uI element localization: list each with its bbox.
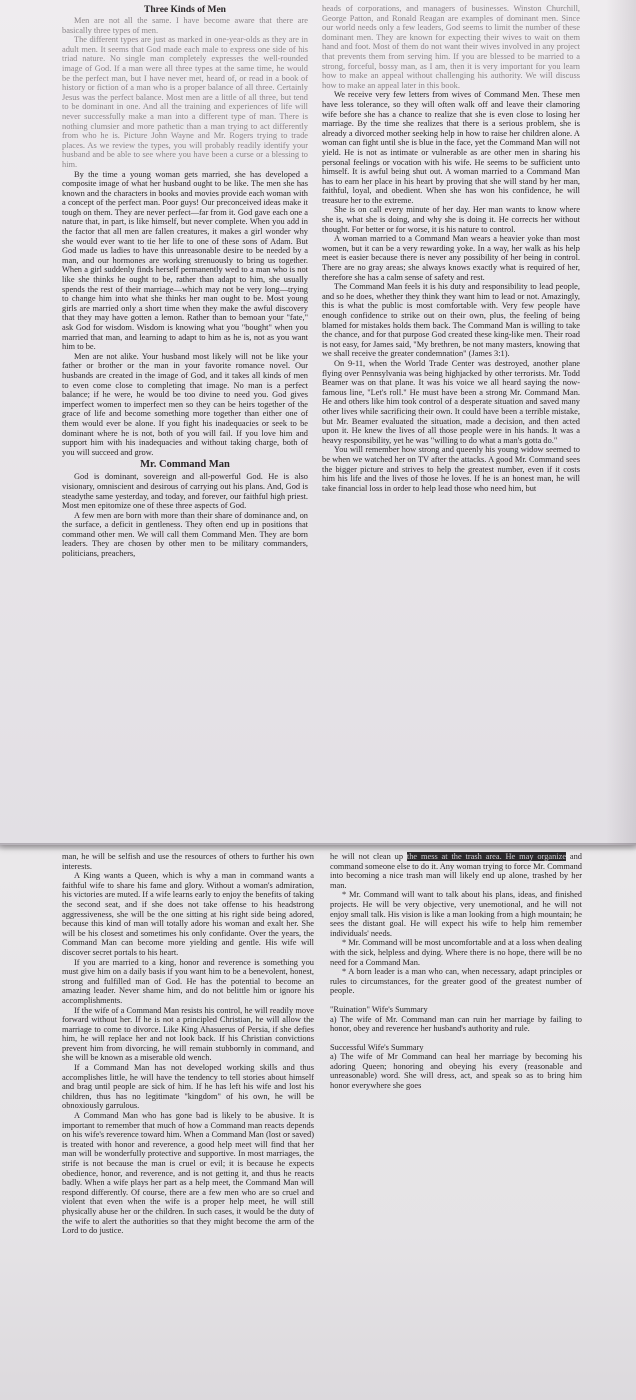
paragraph: She is on call every minute of her day. Her man wants to know where she is, what she is doing, and why she is doing it. He corrects her without thought. For better or for worse, it is his nature to control. xyxy=(322,205,580,234)
section-title: Three Kinds of Men xyxy=(144,5,226,15)
paragraph: man, he will be selfish and use the resources of others to further his own interests. xyxy=(62,852,314,871)
summary-title: "Ruination" Wife's Summary xyxy=(330,1004,428,1014)
bullet-item: * Mr. Command will be most uncomfortable and at a loss when dealing with the sick, helpless and dying. Where there is no hope, there will be no need for a Command Man. xyxy=(330,938,582,967)
summary-text: a) The wife of Mr Command can heal her marriage by becoming his adoring Queen; honoring and obeying his every (reasonable and unreasonable) word. She will dress, act, and speak so as to bring him honor everywhere she goes xyxy=(330,1052,582,1091)
page-fold-shadow xyxy=(0,843,636,851)
paragraph: Men are not all the same. I have become aware that there are basically three types of men. xyxy=(62,16,308,35)
page-edge-shadow xyxy=(606,0,636,845)
text-fragment: he will not clean up xyxy=(330,852,407,861)
bullet-item: * Mr. Command will want to talk about his plans, ideas, and finished projects. He will be very objective, very unemotional, and he will not enjoy small talk. His vision is like a man looking from a high mountain; he sees the distant goal. He will expect his wife to help him remember individuals' needs. xyxy=(330,890,582,938)
paragraph: A King wants a Queen, which is why a man in command wants a faithful wife to share his fame and glory. Without a woman's admiration, his victories are muted. If a wife learns early to enjoy the benefits of taking the second seat, and if she does not take offense to his headstrong aggressiveness, she will be the one sitting at his right side being adored, because this kind of man will totally adore his woman and exalt her. She will be his closest and sometimes his only confidante. Over the years, the Command Man can become more yielding and gentle. His wife will discover secret portals to his heart. xyxy=(62,871,314,957)
summary-text: a) The wife of Mr. Command man can ruin her marriage by failing to honor, obey and reverence her husband's authority and rule. xyxy=(330,1014,582,1034)
paragraph: A few men are born with more than their share of dominance and, on the surface, a deficit in gentleness. They often end up in positions that command other men. We will call them Command Men. They are born leaders. They are chosen by other men to be military commanders, politicians, preachers, xyxy=(62,510,308,559)
bottom-page xyxy=(0,846,636,1400)
paragraph: You will remember how strong and queenly his young widow seemed to be when we watched her on TV after the attacks. A good Mr. Command sees the bigger picture and strives to help the greatest number, even if it costs him his life and the lives of those he loves. If he is an honest man, he will take financial loss in order to help lead those who need him, but xyxy=(322,445,580,493)
paragraph xyxy=(330,852,582,890)
top-right-column xyxy=(322,4,580,493)
paragraph: On 9-11, when the World Trade Center was destroyed, another plane flying over Pennsylvania was being highjacked by other terrorists. Mr. Todd Beamer was on that plane. It was his voice we all heard saying the now-famous line, "Let's roll." He must have been a strong Mr. Command Man. He and others like him took control of a desperate situation and saved many other lives while sacrificing their own. It could have been a terrible mistake, but Mr. Beamer evaluated the situation, made a decision, and then acted upon it. He knew the lives of all those people were in his hands. It was a heavy responsibility, yet he was "willing to do what a man's gotta do." xyxy=(322,358,580,445)
bottom-right-column xyxy=(330,852,582,1091)
text-fragment: and command someone else to do it. Any woman trying to force Mr. Command into becoming a nice trash man will likely end up alone, trashed by her man. xyxy=(330,852,582,890)
subheading: Mr. Command Man xyxy=(140,459,230,471)
paragraph: God is dominant, sovereign and all-powerful God. He is also visionary, omniscient and desirous of carrying out his plans. And, God is steadythe same yesterday, and today, and forever, our faithful high priest. Most men epitomize one of these three aspects of God. xyxy=(62,472,308,511)
bullet-item: * A born leader is a man who can, when necessary, adapt principles or rules to circumstances, for the greater good of the greatest number of people. xyxy=(330,967,582,996)
paragraph: The different types are just as marked in one-year-olds as they are in adult men. It seems that God made each male to express one side of his triad nature. No single man completely expresses the well-rounded image of God. If a man were all three types at the same time, he would be the perfect man, but I have never met, heard of, or read in a book of history or fiction of a man who is a proper balance of all three. Certainly Jesus was the perfect balance. Most men are a little of all three, but tend to be dominant in one. And all the training and experiences of life will never successfully make a man into a different type of man. There is nothing clumsier and more pathetic than a man trying to act differently from who he is. Picture John Wayne and Mr. Rogers trying to trade places. As we review the types, you will probably readily identify your husband and be able to see where you have been a curse or a blessing to him. xyxy=(62,35,308,169)
top-left-column xyxy=(62,4,308,559)
paragraph: A woman married to a Command Man wears a heavier yoke than most women, but it can be a very rewarding yoke. In a way, her walk as his help meet is easier because there is never any possibility of her being in control. There are no gray areas; she always knows exactly what is required of her, therefore she has a calm sense of safety and rest. xyxy=(322,234,580,282)
paragraph: If a Command Man has not developed working skills and thus accomplishes little, he will have the tendency to tell stories about himself and brag until people are sick of him. If he has left his wife and lost his children, thus has no legitimate "kingdom" of his own, he will be obnoxiously garrulous. xyxy=(62,1063,314,1111)
highlighted-text: the mess at the trash area. He may organize xyxy=(406,852,567,861)
paragraph: We receive very few letters from wives of Command Men. These men have less tolerance, so they will often walk off and leave their clamoring wife before she has a chance to realize that she is even close to losing her marriage. By the time she realizes that there is a serious problem, she is already a divorced mother seeking help in how to raise her children alone. A woman can fight until she is blue in the face, yet the Command Man will not yield. He is not as intimate or vulnerable as are other men in sharing his personal feelings or vocation with his wife. He seems to be sufficient unto himself. It is awful being shut out. A woman married to a Command Man has to earn her place in his heart by proving that she will stand by her man, faithful, loyal, and obedient. When she has won his confidence, he will treasure her to the extreme. xyxy=(322,90,580,205)
paragraph: By the time a young woman gets married, she has developed a composite image of what her husband ought to be like. The men she has known and the characters in books and movies provide each woman with a concept of the perfect man. Poor guys! Our preconceived ideas make it tough on them. They are never perfect—far from it. God gave each one a nature that, in part, is like himself, but never complete. When you add in the factor that all men are fallen creatures, it makes a girl wonder why she would ever want to tie her life to one of these sons of Adam. But God made us ladies to have this unreasonable desire to be needed by a man, and our hormones are working strenuously to bring us together. When a girl suddenly finds herself permanently wed to a man who is not like she thinks he ought to be, rather than adapt to him, she usually spends the rest of their marriage—which may not be very long—trying to change him into what she thinks her man ought to be. Most young girls are married only a short time when they make the awful discovery that they may have gotten a lemon. Rather than to bemoan your "fate," ask God for wisdom. Wisdom is knowing what you "bought" when you married that man, and learning to adapt to him as he is, not as you want him to be. xyxy=(62,169,308,352)
paragraph: If you are married to a king, honor and reverence is something you must give him on a daily basis if you want him to be a benevolent, honest, strong and fulfilled man of God. He has the potential to become an amazing leader. Never shame him, and do not belittle him or ignore his accomplishments. xyxy=(62,957,314,1005)
paragraph: If the wife of a Command Man resists his control, he will readily move forward without her. If he is not a principled Christian, he will allow the marriage to come to divorce. Like King Ahasuerus of Persia, if she defies him, he will replace her and not look back. If his Christian convictions prevent him from divorcing, he will remain stubbornly in command, and she will be known as a miserable old wench. xyxy=(62,1005,314,1063)
paragraph: Men are not alike. Your husband most likely will not be like your father or brother or the man in your favorite romance novel. Our husbands are created in the image of God, and it takes all kinds of men to even come close to completing that image. No man is a perfect balance; if he were, he would be too divine to need you. God gives imperfect women to imperfect men so they can be heirs together of the grace of life and become something more together than either one of them would ever be alone. If you fight his inadequacies or seek to be dominant where he is not, both of you will fail. If you love him and support him with his inadequacies and without taking charge, both of you will succeed and grow. xyxy=(62,351,308,457)
paragraph: A Command Man who has gone bad is likely to be abusive. It is important to remember that much of how a Command man reacts depends on his wife's reverence toward him. When a Command Man (lost or saved) is treated with honor and reverence, a good help meet will find that her man will be wonderfully protective and supportive. In most marriages, the strife is not because the man is cruel or evil; it is because he expects obedience, honor, and reverence, and is not getting it, and thus he reacts badly. When a wife plays her part as a help meet, the Command Man will respond differently. Of course, there are a few men who are so cruel and violent that even when the wife is a proper help meet, he will still physically abuse her or the children. In such cases, it would be the duty of the wife to alert the authorities so that they might become the arm of the Lord to do justice. xyxy=(62,1111,314,1236)
summary-title: Successful Wife's Summary xyxy=(330,1042,424,1052)
paragraph: The Command Man feels it is his duty and responsibility to lead people, and so he does, whether they think they want him to lead or not. Amazingly, this is what the public is most comfortable with. Very few people have enough confidence to strike out on their own, plus, the feeling of being blamed for mistakes holds them back. The Command Man is willing to take the chance, and for that purpose God created these king-like men. Their road is not easy, for James said, "My brethren, be not many masters, knowing that we shall receive the greater condemnation" (James 3:1). xyxy=(322,282,580,359)
bottom-left-column xyxy=(62,852,314,1236)
paragraph: heads of corporations, and managers of businesses. Winston Churchill, George Patton, and Ronald Reagan are examples of dominant men. Since our world needs only a few leaders, God seems to limit the number of these dominant men. They are known for expecting their wives to wait on them hand and foot. Most of them do not want their wives involved in any project that prevents them from serving him. If you are blessed to be married to a strong, forceful, bossy man, as I am, then it is very important for you learn how to make an appeal without challenging his authority. We will discuss how to make an appeal later in this book. xyxy=(322,4,580,90)
